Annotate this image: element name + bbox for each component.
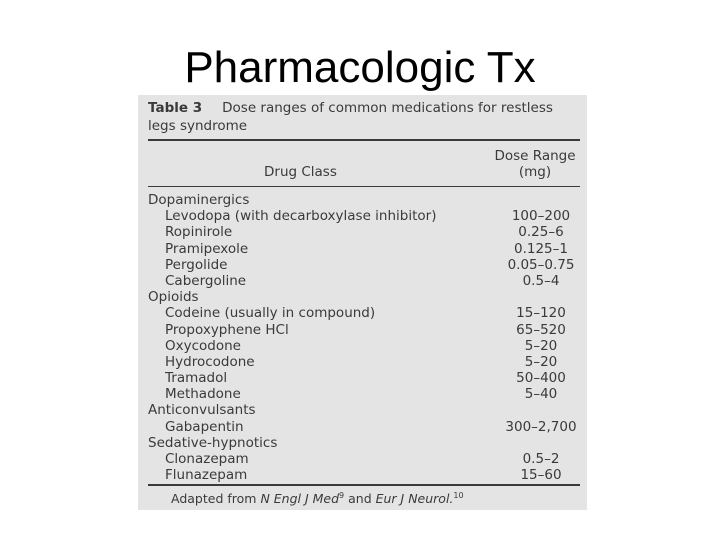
drug-name: Flunazepam — [165, 467, 248, 484]
table-body — [148, 192, 580, 483]
footnote-source-2: Eur J Neurol. — [375, 491, 454, 507]
dose-range: 15–120 — [516, 305, 566, 322]
bottom-rule — [148, 484, 580, 486]
header-drug-class: Drug Class — [264, 164, 337, 180]
header-rule — [148, 186, 580, 187]
drug-name: Pramipexole — [165, 240, 249, 257]
table-caption — [148, 99, 578, 135]
footnote-prefix: Adapted from — [171, 491, 261, 507]
dose-range: 0.05–0.75 — [507, 256, 575, 273]
drug-name: Levodopa (with decarboxylase inhibitor) — [165, 208, 437, 225]
drug-row — [148, 386, 580, 402]
drug-row — [148, 322, 580, 338]
drug-row — [148, 241, 580, 257]
dose-range: 15–60 — [520, 467, 562, 484]
dose-range: 5–20 — [524, 337, 558, 354]
drug-class-row — [148, 435, 580, 451]
dose-range: 0.5–4 — [522, 272, 560, 289]
drug-row — [148, 208, 580, 224]
drug-name: Methadone — [165, 386, 241, 403]
drug-name: Cabergoline — [165, 272, 247, 289]
slide-title: Pharmacologic Tx — [184, 43, 536, 92]
drug-class-row — [148, 192, 580, 208]
drug-row — [148, 451, 580, 467]
table-figure — [138, 95, 587, 510]
footnote-middle: and — [344, 491, 376, 507]
dose-range: 300–2,700 — [505, 418, 577, 435]
drug-row — [148, 419, 580, 435]
drug-name: Tramadol — [165, 370, 228, 387]
drug-class-name: Dopaminergics — [148, 192, 250, 208]
drug-class-name: Opioids — [148, 289, 199, 306]
drug-row — [148, 338, 580, 354]
footnote-ref-2: 10 — [453, 491, 464, 500]
footnote-source-1: N Engl J Med — [260, 491, 340, 507]
drug-name: Gabapentin — [165, 418, 244, 435]
top-rule — [148, 139, 580, 141]
drug-name: Ropinirole — [165, 224, 233, 241]
drug-row — [148, 370, 580, 386]
drug-row — [148, 354, 580, 370]
dose-range: 65–520 — [516, 321, 566, 338]
drug-name: Oxycodone — [165, 337, 241, 354]
header-dose-range — [490, 148, 580, 180]
header-dose-line1: Dose Range — [494, 148, 576, 164]
dose-range: 5–20 — [524, 353, 558, 370]
drug-row — [148, 273, 580, 289]
drug-name: Propoxyphene HCl — [165, 321, 289, 338]
drug-row — [148, 467, 580, 483]
dose-range: 100–200 — [511, 208, 571, 225]
drug-row — [148, 224, 580, 240]
drug-class-name: Anticonvulsants — [148, 402, 256, 419]
dose-range: 0.125–1 — [514, 240, 568, 257]
dose-range: 5–40 — [524, 386, 558, 403]
drug-name: Codeine (usually in compound) — [165, 305, 376, 322]
drug-class-row — [148, 402, 580, 418]
drug-name: Clonazepam — [165, 451, 249, 467]
table-caption-text: Dose ranges of common medications for restless legs syndrome — [148, 100, 553, 134]
table-footnote — [171, 491, 464, 506]
dose-range: 0.25–6 — [518, 224, 564, 241]
drug-name: Pergolide — [165, 256, 228, 273]
drug-name: Hydrocodone — [165, 353, 255, 370]
dose-range: 50–400 — [516, 370, 566, 387]
drug-class-row — [148, 289, 580, 305]
header-dose-line2: (mg) — [518, 164, 552, 180]
drug-row — [148, 305, 580, 321]
drug-class-name: Sedative-hypnotics — [148, 434, 278, 451]
footnote-ref-1: 9 — [339, 491, 345, 500]
table-number: Table 3 — [148, 100, 203, 116]
dose-range: 0.5–2 — [522, 451, 560, 467]
drug-row — [148, 257, 580, 273]
